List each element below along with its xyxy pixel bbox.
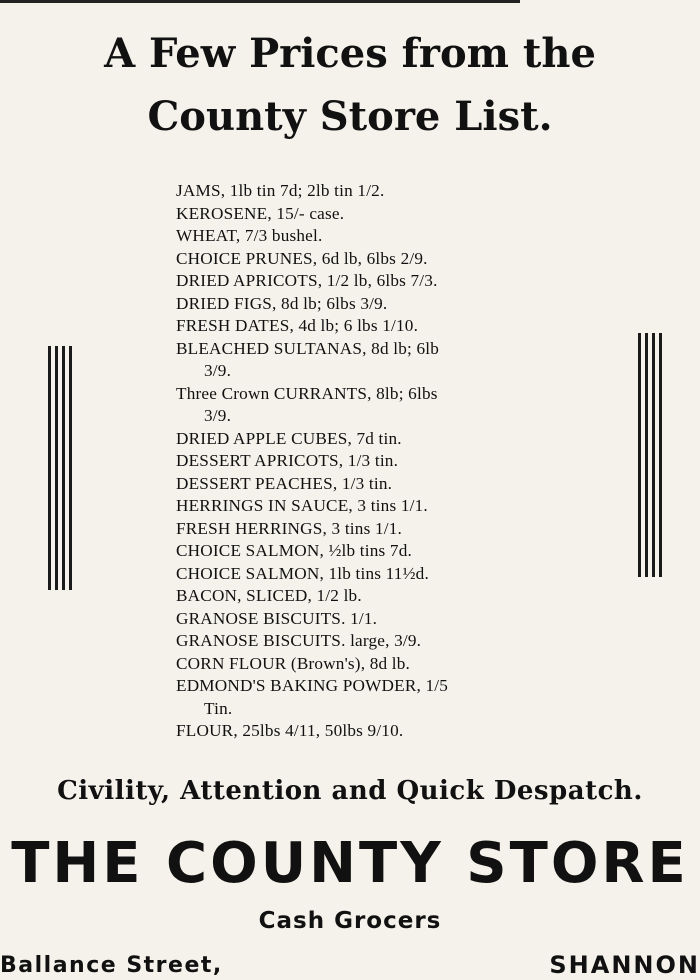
price-item-text: DRIED APRICOTS, 1/2 lb, 6lbs 7/3. bbox=[176, 271, 438, 290]
price-list-item bbox=[176, 495, 556, 518]
price-list-item bbox=[176, 315, 556, 338]
price-item-text: GRANOSE BISCUITS. 1/1. bbox=[176, 608, 378, 628]
price-list-item bbox=[176, 383, 556, 428]
price-item-continuation: 3/9. bbox=[204, 361, 232, 380]
right-decorative-bars bbox=[638, 333, 662, 577]
bar bbox=[69, 346, 72, 590]
price-item-text: DRIED APPLE CUBES, 7d tin. bbox=[176, 428, 402, 448]
street-address: Ballance Street, bbox=[0, 953, 223, 978]
bar bbox=[645, 333, 648, 577]
price-item-text: Three Crown CURRANTS, 8lb; 6lbs bbox=[176, 383, 438, 403]
bar bbox=[55, 346, 58, 590]
price-item-text: CORN FLOUR (Brown's), 8d lb. bbox=[176, 653, 411, 673]
price-item-text: EDMOND'S BAKING POWDER, 1/5 bbox=[176, 676, 449, 695]
price-item-text: CHOICE SALMON, ½lb tins 7d. bbox=[176, 541, 413, 560]
price-item-text: JAMS, 1lb tin 7d; 2lb tin 1/2. bbox=[176, 181, 385, 200]
price-list-item bbox=[176, 338, 556, 383]
price-item-text: DRIED FIGS, 8d lb; 6lbs 3/9. bbox=[176, 293, 388, 313]
price-list-item bbox=[176, 540, 556, 563]
bar bbox=[62, 346, 65, 590]
town-name: SHANNON bbox=[549, 951, 700, 979]
price-list-item bbox=[176, 225, 556, 248]
price-list-item bbox=[176, 203, 556, 226]
price-list-item bbox=[176, 585, 556, 608]
price-item-text: CHOICE PRUNES, 6d lb, 6lbs 2/9. bbox=[176, 248, 428, 268]
price-item-text: CHOICE SALMON, 1lb tins 11½d. bbox=[176, 563, 429, 583]
price-list-item bbox=[176, 518, 556, 541]
price-item-text: FRESH DATES, 4d lb; 6 lbs 1/10. bbox=[176, 316, 419, 335]
price-list-item bbox=[176, 563, 556, 586]
top-rule bbox=[0, 0, 520, 3]
price-list-item bbox=[176, 450, 556, 473]
bar bbox=[659, 333, 662, 577]
price-item-text: FLOUR, 25lbs 4/11, 50lbs 9/10. bbox=[176, 721, 404, 740]
bar bbox=[48, 346, 51, 590]
price-item-continuation: 3/9. bbox=[204, 406, 232, 425]
store-subtitle: Cash Grocers bbox=[258, 908, 442, 934]
bar bbox=[652, 333, 655, 577]
price-list-item bbox=[176, 675, 556, 720]
price-item-text: BACON, SLICED, 1/2 lb. bbox=[176, 586, 362, 605]
price-list-item bbox=[176, 473, 556, 496]
price-item-text: DESSERT APRICOTS, 1/3 tin. bbox=[176, 451, 399, 470]
price-item-text: KEROSENE, 15/- case. bbox=[176, 203, 345, 223]
price-list-item bbox=[176, 180, 556, 203]
price-list-item bbox=[176, 608, 556, 631]
price-list bbox=[176, 180, 556, 743]
price-item-text: HERRINGS IN SAUCE, 3 tins 1/1. bbox=[176, 496, 428, 515]
price-list-item bbox=[176, 248, 556, 271]
price-item-text: GRANOSE BISCUITS. large, 3/9. bbox=[176, 631, 422, 650]
bar bbox=[638, 333, 641, 577]
left-decorative-bars bbox=[48, 346, 72, 590]
price-item-continuation: Tin. bbox=[204, 698, 233, 718]
price-list-item bbox=[176, 630, 556, 653]
price-item-text: FRESH HERRINGS, 3 tins 1/1. bbox=[176, 518, 403, 538]
price-list-item bbox=[176, 270, 556, 293]
price-item-text: DESSERT PEACHES, 1/3 tin. bbox=[176, 473, 393, 493]
tagline: Civility, Attention and Quick Despatch. bbox=[57, 776, 643, 806]
price-list-item bbox=[176, 293, 556, 316]
price-item-text: WHEAT, 7/3 bushel. bbox=[176, 226, 323, 245]
store-name: THE COUNTY STORE bbox=[11, 831, 689, 896]
headline-line-2: County Store List. bbox=[147, 93, 553, 140]
price-list-item bbox=[176, 428, 556, 451]
price-list-item bbox=[176, 653, 556, 676]
headline-line-1: A Few Prices from the bbox=[104, 30, 596, 77]
price-item-text: BLEACHED SULTANAS, 8d lb; 6lb bbox=[176, 338, 440, 358]
price-list-item bbox=[176, 720, 556, 743]
